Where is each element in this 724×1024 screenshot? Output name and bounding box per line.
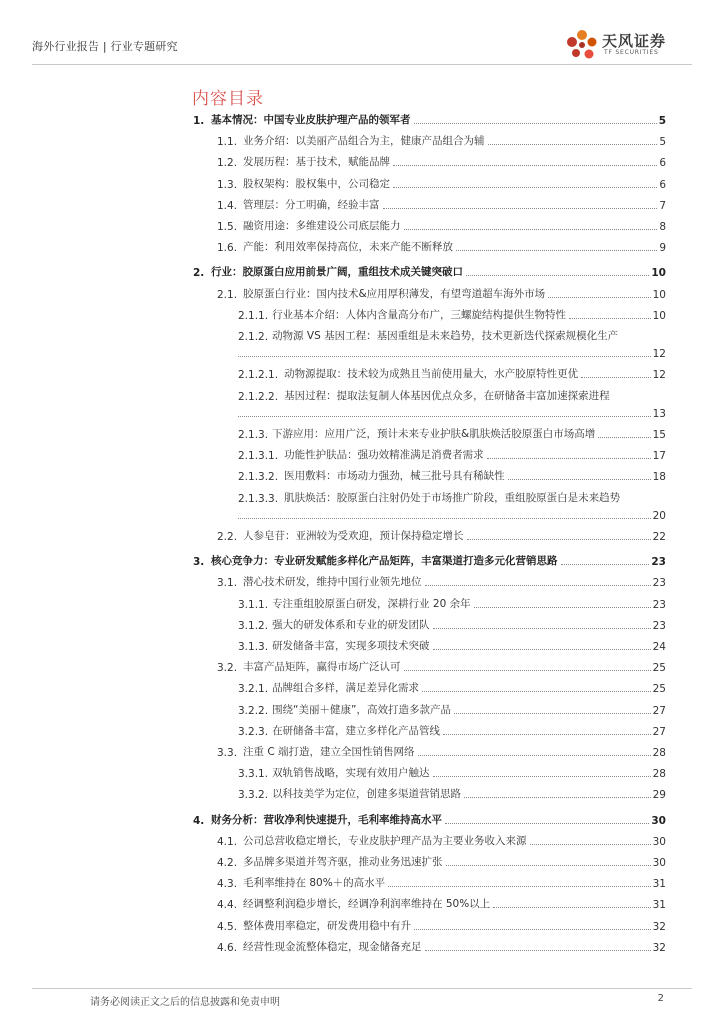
toc-entry[interactable] (217, 285, 666, 301)
toc-leader-dots (493, 907, 650, 908)
toc-entry[interactable] (217, 658, 666, 674)
brand-logo (562, 26, 692, 60)
toc-leader-dots (393, 165, 657, 166)
toc-entry-number: 2.1.3. (238, 429, 269, 441)
toc-entry-number: 1.1. (217, 136, 238, 149)
toc-entry-title: 经调整利润稳步增长，经调净利润率维持在 50%以上 (243, 898, 491, 911)
toc-leader-dots (548, 297, 650, 298)
toc-entry[interactable] (238, 785, 666, 801)
toc-entry-page: 17 (652, 450, 666, 463)
toc-entry-title: 行业：胶原蛋白应用前景广阔，重组技术成关键突破口 (211, 266, 463, 279)
toc-entry-number: 1.6. (217, 242, 238, 255)
toc-entry[interactable] (217, 874, 666, 890)
toc-entry[interactable] (238, 446, 666, 462)
toc-entry-title: 业务介绍：以美丽产品组合为主，健康产品组合为辅 (243, 135, 485, 148)
toc-entry-page: 31 (652, 899, 666, 912)
toc-entry-number: 2. (193, 267, 205, 280)
footer-divider (32, 988, 692, 989)
toc-entry-number: 2.1.2.2. (238, 390, 279, 403)
toc-entry-title: 双轨销售战略，实现有效用户触达 (272, 767, 430, 780)
toc-leader-dots (238, 518, 651, 519)
toc-leader-dots (433, 649, 651, 650)
toc-entry[interactable] (238, 387, 666, 403)
toc-entry-page: 6 (659, 157, 666, 170)
toc-entry-number: 3.3.1. (238, 768, 269, 781)
logo-text-cn: 天风证券 (602, 32, 667, 50)
toc-entry-title: 基本情况：中国专业皮肤护理产品的领军者 (211, 114, 411, 126)
toc-entry-title: 在研储备丰富，建立多样化产品管线 (272, 724, 441, 737)
toc-entry-title: 整体费用率稳定，研发费用稳中有升 (243, 919, 411, 932)
toc-entry-number: 2.1.2.1. (238, 369, 279, 382)
toc-entry[interactable] (217, 175, 666, 191)
toc-entry-title: 医用敷料：市场动力强劲，械三批号具有稀缺性 (284, 470, 505, 483)
toc-title: 内容目录 (192, 89, 264, 109)
toc-entry-page: 27 (652, 704, 666, 717)
toc-entry-page: 28 (652, 768, 666, 781)
toc-entry-title: 以科技美学为定位，创建多渠道营销思路 (272, 788, 462, 801)
toc-entry-number: 2.2. (217, 531, 238, 543)
toc-entry[interactable] (238, 701, 666, 717)
toc-leader-dots (454, 713, 651, 714)
toc-entry-number: 4.4. (217, 899, 238, 912)
toc-entry[interactable] (238, 306, 666, 322)
toc-entry-title: 公司总营收稳定增长，专业皮肤护理产品为主要业务收入来源 (243, 834, 527, 847)
toc-entry-page: 24 (652, 641, 666, 653)
toc-entry-title: 丰富产品矩阵，赢得市场广泛认可 (243, 661, 401, 674)
toc-leader-dots (508, 479, 651, 480)
toc-leader-dots (422, 691, 651, 692)
toc-entry-number: 4.6. (217, 941, 238, 954)
toc-entry-title: 动物源 VS 基因工程：基因重组是未来趋势，技术更新迭代探索规模化生产 (272, 330, 619, 342)
toc-entry-page: 23 (651, 556, 666, 569)
toc-entry[interactable] (238, 679, 666, 695)
toc-entry-page: 30 (652, 857, 666, 869)
toc-leader-dots (238, 416, 651, 417)
toc-entry[interactable] (238, 637, 666, 653)
toc-entry-title: 产能：利用效率保持高位，未来产能不断释放 (243, 241, 453, 254)
toc-entry-number: 3.1.3. (238, 641, 269, 653)
toc-leader-dots (418, 755, 651, 756)
toc-leader-dots (393, 187, 657, 188)
toc-entry-number: 4.3. (217, 878, 238, 891)
toc-leader-dots (383, 208, 658, 209)
toc-leader-dots (466, 275, 649, 276)
toc-entry-title: 核心竞争力：专业研发赋能多样化产品矩阵，丰富渠道打造多元化营销思路 (211, 555, 558, 568)
toc-leader-dots (561, 564, 650, 565)
toc-entry-page: 32 (652, 941, 666, 954)
toc-leader-dots (456, 250, 657, 251)
toc-entry-number: 1.3. (217, 178, 238, 191)
toc-leader-dots (464, 797, 651, 798)
toc-entry[interactable] (238, 425, 666, 441)
logo-text-en: TF SECURITIES (604, 49, 659, 56)
toc-entry-page: 31 (652, 878, 666, 891)
toc-leader-dots (581, 377, 651, 378)
toc-entry[interactable] (217, 917, 666, 933)
toc-entry-number: 3.2.3. (238, 725, 269, 738)
toc-entry-title: 胶原蛋白行业：国内技术&应用厚积薄发，有望弯道超车海外市场 (243, 287, 546, 300)
toc-entry[interactable] (238, 764, 666, 780)
toc-entry-page: 28 (652, 747, 666, 759)
toc-entry[interactable] (238, 616, 666, 632)
toc-entry-page: 30 (652, 835, 666, 848)
toc-entry-number: 3.1.2. (238, 619, 269, 632)
toc-entry-page: 10 (651, 267, 666, 280)
toc-entry[interactable] (217, 238, 666, 254)
toc-entry-page: 5 (658, 115, 666, 127)
toc-entry[interactable] (238, 365, 666, 381)
toc-entry[interactable] (238, 467, 666, 483)
toc-leader-dots (445, 823, 649, 824)
toc-entry-page: 6 (659, 178, 666, 191)
toc-entry-number: 4.2. (217, 857, 238, 869)
toc-entry[interactable] (193, 552, 666, 568)
toc-entry-page: 23 (652, 598, 666, 611)
toc-entry[interactable] (193, 111, 666, 127)
toc-entry-number: 4. (193, 814, 205, 827)
toc-leader-dots (443, 734, 651, 735)
toc-leader-dots (530, 844, 651, 845)
toc-entry-title: 研发储备丰富，实现多项技术突破 (272, 640, 430, 652)
toc-entry-page: 13 (652, 407, 666, 420)
toc-entry[interactable] (217, 895, 666, 911)
toc-entry-title: 肌肤焕活：胶原蛋白注射仍处于市场推广阶段，重组胶原蛋白是未来趋势 (284, 491, 621, 504)
footer-disclaimer: 请务必阅读正文之后的信息披露和免责申明 (90, 997, 280, 1008)
toc-entry-page: 15 (652, 429, 666, 441)
toc-entry-continuation (238, 506, 666, 522)
page-number: 2 (657, 993, 664, 1004)
toc-entry-number: 4.5. (217, 920, 238, 933)
toc-entry-number: 2.1.3.2. (238, 471, 279, 484)
toc-entry[interactable] (238, 489, 666, 505)
toc-leader-dots (404, 670, 651, 671)
toc-entry-number: 1. (193, 115, 205, 127)
toc-leader-dots (569, 318, 651, 319)
toc-entry-continuation (238, 404, 666, 420)
toc-leader-dots (488, 144, 658, 145)
toc-leader-dots (404, 229, 658, 230)
toc-entry-page: 10 (652, 288, 666, 301)
toc-entry-number: 4.1. (217, 835, 238, 848)
toc-entry-title: 人参皂苷：亚洲较为受欢迎，预计保持稳定增长 (243, 530, 464, 542)
toc-entry[interactable] (238, 722, 666, 738)
toc-leader-dots (414, 929, 651, 930)
toc-leader-dots (425, 585, 651, 586)
toc-entry[interactable] (217, 853, 666, 869)
toc-entry-number: 3.3.2. (238, 789, 269, 802)
toc-entry-page: 30 (651, 814, 666, 827)
toc-entry-title: 行业基本介绍：人体内含量高分布广，三螺旋结构提供生物特性 (272, 308, 567, 321)
toc-entry-number: 1.4. (217, 199, 238, 212)
toc-leader-dots (238, 356, 651, 357)
toc-entry[interactable] (217, 132, 666, 148)
toc-entry-title: 发展历程：基于技术，赋能品牌 (243, 156, 390, 169)
toc-entry-number: 1.5. (217, 221, 238, 233)
toc-leader-dots (446, 865, 651, 866)
toc-entry-title: 品牌组合多样，满足差异化需求 (272, 682, 420, 695)
toc-entry-page: 23 (652, 577, 666, 590)
toc-entry-page: 8 (659, 221, 666, 233)
toc-leader-dots (414, 123, 657, 124)
toc-entry-title: 基因过程：提取法复制人体基因优点众多，在研储备丰富加速探索进程 (284, 389, 610, 402)
toc-entry-page: 10 (652, 309, 666, 322)
toc-entry-page: 18 (652, 471, 666, 484)
toc-entry[interactable] (217, 217, 666, 233)
toc-entry-number: 3.2.1. (238, 683, 269, 696)
toc-entry[interactable] (217, 196, 666, 212)
toc-entry-number: 2.1.1. (238, 309, 269, 322)
toc-entry[interactable] (217, 938, 666, 954)
toc-entry-title: 潜心技术研发，维持中国行业领先地位 (243, 576, 422, 589)
toc-leader-dots (598, 437, 650, 438)
toc-entry-title: 管理层：分工明确，经验丰富 (243, 198, 380, 211)
toc-leader-dots (425, 950, 651, 951)
tf-logo-icon (562, 26, 602, 66)
toc-entry-number: 3.1.1. (238, 598, 269, 611)
toc-entry-continuation (238, 344, 666, 360)
toc-entry-number: 2.1.3.3. (238, 492, 279, 505)
toc-entry[interactable] (193, 811, 666, 827)
toc-entry-title: 功能性护肤品：强功效精准满足消费者需求 (284, 449, 484, 462)
toc-entry-title: 动物源提取：技术较为成熟且当前使用量大，水产胶原特性更优 (284, 368, 579, 381)
toc-entry-number: 3. (193, 556, 205, 569)
toc-entry-number: 2.1.3.1. (238, 450, 279, 463)
toc-entry[interactable] (238, 595, 666, 611)
toc-entry-page: 29 (652, 789, 666, 802)
toc-entry[interactable] (217, 832, 666, 848)
toc-entry-number: 3.2.2. (238, 704, 269, 717)
toc-entry-page: 23 (652, 619, 666, 632)
toc-entry-page: 25 (652, 683, 666, 696)
toc-entry-title: 专注重组胶原蛋白研发，深耕行业 20 余年 (272, 597, 471, 610)
toc-leader-dots (388, 886, 650, 887)
toc-entry-number: 2.1. (217, 288, 238, 301)
toc-leader-dots (433, 776, 651, 777)
toc-entry-page: 12 (652, 369, 666, 382)
toc-entry-page: 32 (652, 920, 666, 933)
toc-entry-title: 财务分析：营收净利快速提升，毛利率维持高水平 (211, 813, 442, 826)
toc-entry-page: 7 (659, 199, 666, 212)
toc-entry[interactable] (217, 527, 666, 543)
toc-entry[interactable] (193, 263, 666, 279)
toc-leader-dots (474, 607, 651, 608)
toc-entry-title: 股权架构：股权集中，公司稳定 (243, 177, 390, 190)
toc-entry[interactable] (217, 743, 666, 759)
toc-entry-title: 下游应用：应用广泛，预计未来专业护肤&肌肤焕活胶原蛋白市场高增 (272, 428, 596, 440)
toc-entry-title: 多品牌多渠道并驾齐驱，推动业务迅速扩张 (243, 856, 443, 868)
toc-entry-number: 3.3. (217, 747, 238, 759)
toc-entry-page: 25 (652, 662, 666, 675)
toc-entry-page: 20 (652, 509, 666, 522)
toc-entry-title: 围绕“美丽＋健康”，高效打造多款产品 (272, 703, 451, 716)
toc-entry[interactable] (217, 153, 666, 169)
toc-entry-page: 9 (659, 242, 666, 255)
toc-entry-page: 5 (659, 136, 666, 149)
toc-leader-dots (487, 458, 651, 459)
toc-entry-title: 强大的研发体系和专业的研发团队 (272, 618, 430, 631)
toc-entry[interactable] (217, 573, 666, 589)
header-breadcrumb: 海外行业报告 | 行业专题研究 (32, 40, 178, 53)
toc-entry[interactable] (238, 327, 666, 343)
toc-leader-dots (467, 539, 651, 540)
toc-entry-number: 3.1. (217, 577, 238, 590)
toc-entry-title: 注重 C 端打造，建立全国性销售网络 (243, 746, 415, 758)
toc-entry-title: 融资用途：多维建设公司底层能力 (243, 220, 401, 232)
toc-entry-title: 经营性现金流整体稳定，现金储备充足 (243, 940, 422, 953)
toc-leader-dots (433, 628, 651, 629)
toc-entry-page: 27 (652, 725, 666, 738)
toc-entry-number: 1.2. (217, 157, 238, 170)
toc-entry-title: 毛利率维持在 80%＋的高水平 (243, 877, 386, 890)
toc-entry-page: 22 (652, 531, 666, 543)
toc-entry-number: 3.2. (217, 662, 238, 675)
toc-entry-page: 12 (652, 348, 666, 361)
toc-entry-number: 2.1.2. (238, 331, 269, 343)
